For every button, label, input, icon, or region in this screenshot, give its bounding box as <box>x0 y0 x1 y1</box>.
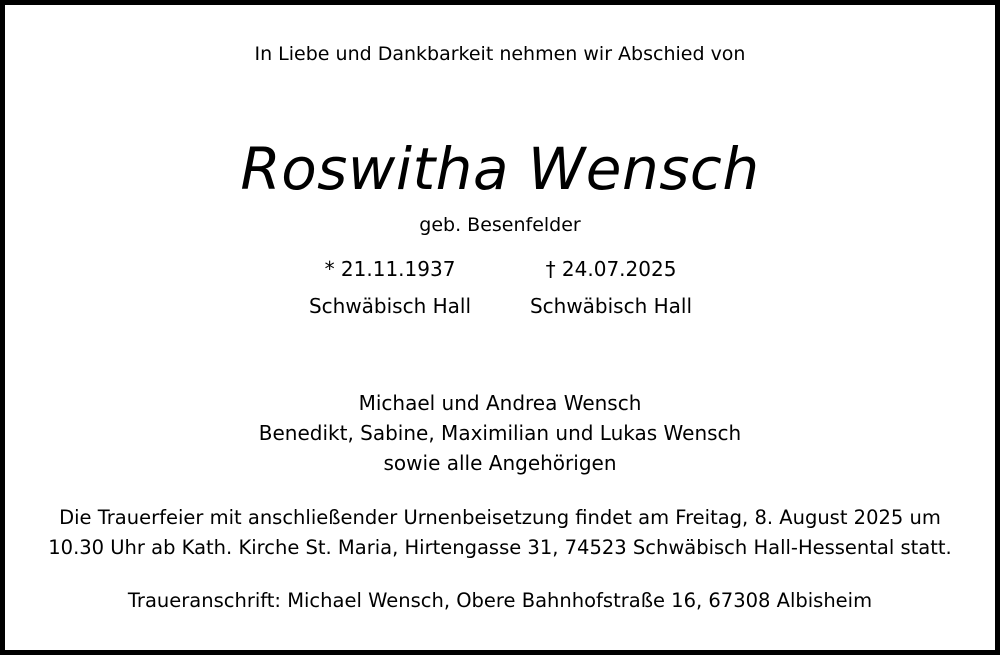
deceased-name: Roswitha Wensch <box>240 135 760 203</box>
birth-date: * 21.11.1937 <box>324 257 456 281</box>
family-line: sowie alle Angehörigen <box>383 451 617 475</box>
maiden-name: geb. Besenfelder <box>419 214 581 236</box>
service-info-line: Die Trauerfeier mit anschließender Urnenbeisetzung findet am Freitag, 8. August 2025 um <box>59 506 941 529</box>
family-line: Benedikt, Sabine, Maximilian und Lukas Wensch <box>258 421 742 445</box>
service-info-line: 10.30 Uhr ab Kath. Kirche St. Maria, Hirtengasse 31, 74523 Schwäbisch Hall-Hessental statt. <box>48 536 952 559</box>
mourning-address: Traueranschrift: Michael Wensch, Obere Bahnhofstraße 16, 67308 Albisheim <box>127 589 873 612</box>
death-date: † 24.07.2025 <box>545 257 677 281</box>
intro-text: In Liebe und Dankbarkeit nehmen wir Abschied von <box>254 43 746 65</box>
family-line: Michael und Andrea Wensch <box>358 391 642 415</box>
birth-place: Schwäbisch Hall <box>308 294 472 318</box>
death-place: Schwäbisch Hall <box>529 294 693 318</box>
